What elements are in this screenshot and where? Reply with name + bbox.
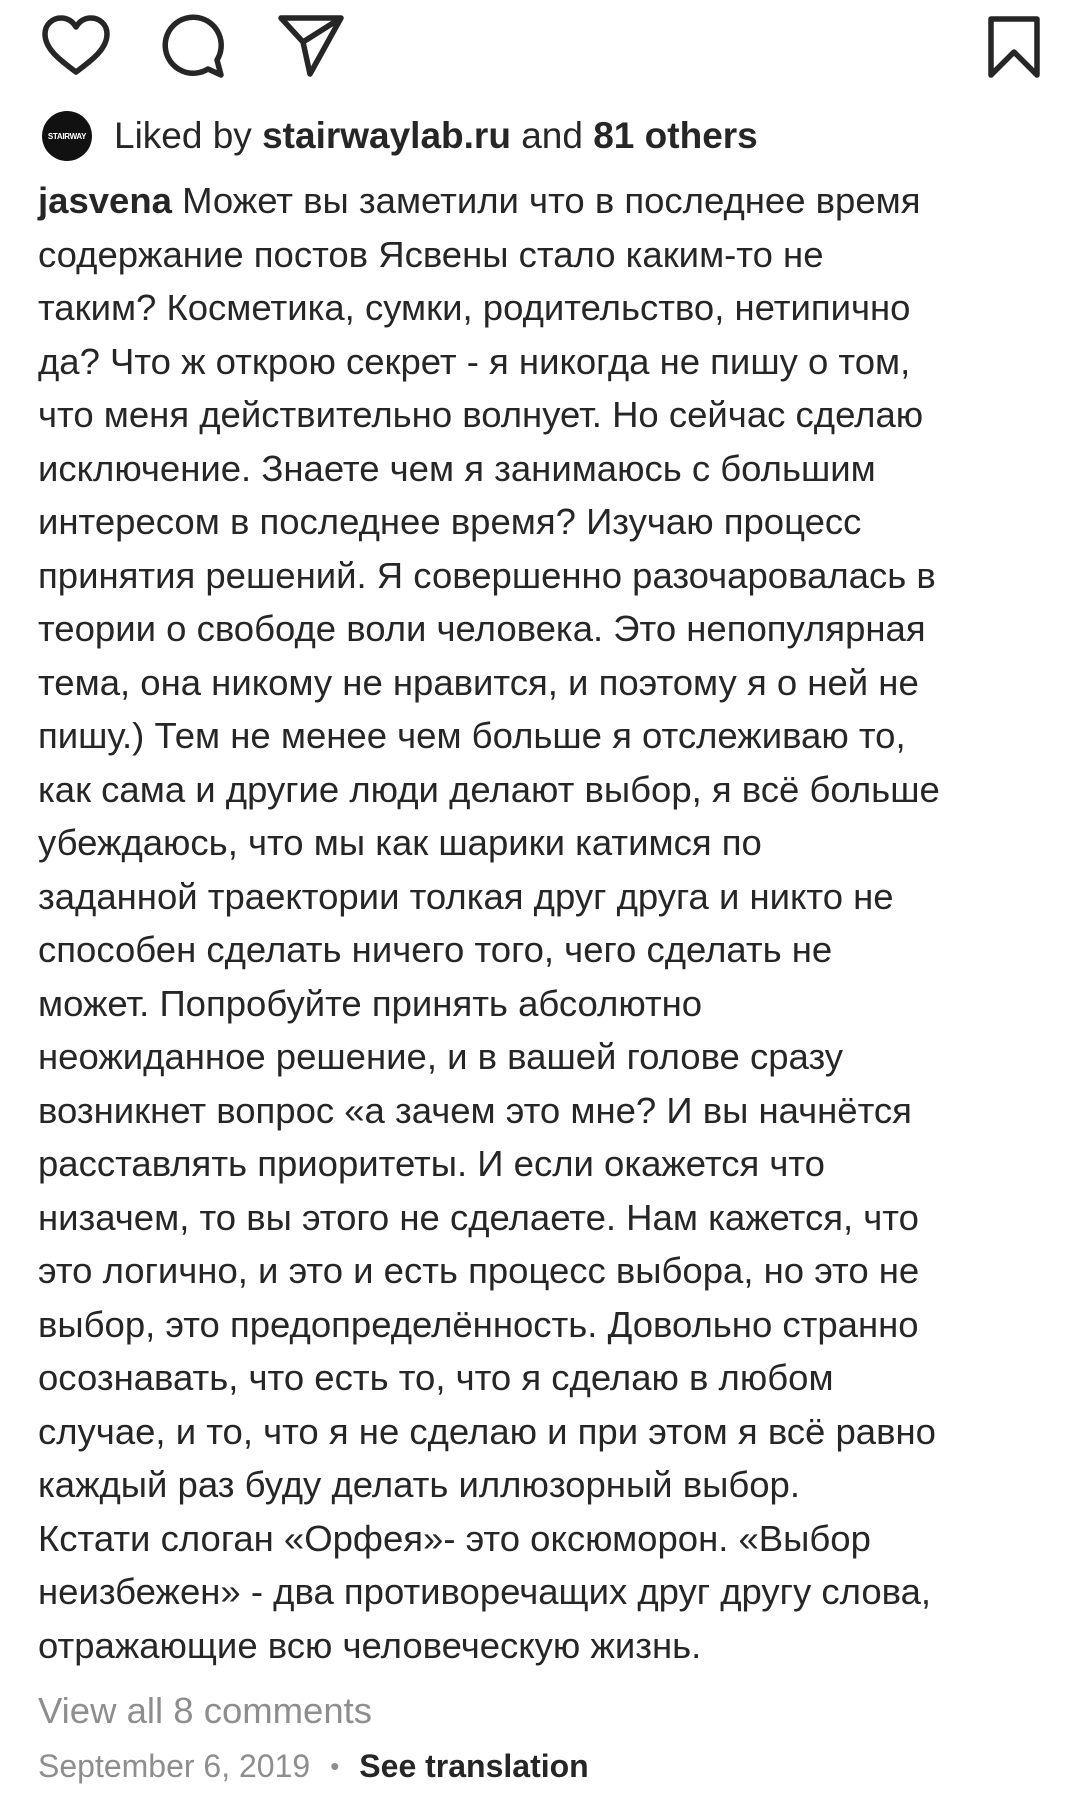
liker-avatar[interactable] (42, 111, 92, 161)
caption-line: принятия решений. Я совершенно разочаровалась в (38, 554, 936, 596)
likes-connector: and (510, 115, 594, 156)
post-action-bar (0, 0, 1080, 100)
caption-username[interactable]: jasvena (38, 180, 172, 221)
caption-line: содержание постов Ясвены стало каким-то не (38, 233, 824, 275)
bookmark-icon[interactable] (984, 14, 1044, 80)
liker-username[interactable]: stairwaylab.ru (262, 115, 511, 156)
post-footer (38, 1744, 589, 1788)
share-icon[interactable] (276, 12, 346, 80)
caption-line: исключение. Знаете чем я занимаюсь с большим (38, 447, 876, 489)
likes-summary (42, 108, 1042, 164)
caption-line: таким? Косметика, сумки, родительство, нетипично (38, 287, 911, 328)
caption-line: да? Что ж открою секрет - я никогда не пишу о том, (38, 340, 911, 382)
caption-line: Кстати слоган «Орфея»- это оксюморон. «Выбор (38, 1517, 871, 1559)
caption-line: выбор, это предопределённость. Довольно странно (38, 1303, 919, 1345)
caption-line: как сама и другие люди делают выбор, я всё больше (38, 768, 940, 810)
caption-line: неизбежен» - два противоречащих друг другу слова, (38, 1571, 932, 1612)
caption-line: пишу.) Тем не менее чем больше я отслеживаю то, (38, 715, 906, 756)
caption-line: заданной траектории толкая друг друга и никто не (38, 875, 894, 917)
heart-icon[interactable] (40, 14, 112, 78)
caption-line: каждый раз буду делать иллюзорный выбор. (38, 1464, 800, 1505)
avatar-logo-text: STAIRWAY (47, 131, 87, 141)
others-count[interactable]: 81 others (593, 115, 758, 156)
post-date: September 6, 2019 (38, 1748, 311, 1784)
caption-line (38, 174, 1058, 228)
caption-line: возникнет вопрос «а зачем это мне? И вы начнётся (38, 1089, 912, 1131)
caption-line: убеждаюсь, что мы как шарики катимся по (38, 822, 762, 863)
caption-line: осознавать, что есть то, что я сделаю в любом (38, 1357, 834, 1398)
caption-line: отражающие всю человеческую жизнь. (38, 1624, 702, 1666)
likes-text (114, 108, 758, 164)
caption-line: низачем, то вы этого не сделаете. Нам кажется, что (38, 1196, 919, 1238)
caption-line: тема, она никому не нравится, и поэтому я о ней не (38, 661, 919, 703)
separator-dot: • (330, 1751, 340, 1781)
caption-text: Может вы заметили что в последнее время (171, 180, 921, 221)
caption-line: может. Попробуйте принять абсолютно (38, 982, 703, 1024)
caption-line: неожиданное решение, и в вашей голове сразу (38, 1036, 844, 1077)
caption-line: способен сделать ничего того, чего сделать не (38, 929, 833, 970)
caption-line: это логично, и это и есть процесс выбора, но это не (38, 1250, 920, 1291)
caption-line: интересом в последнее время? Изучаю процесс (38, 501, 862, 542)
caption-line: расставлять приоритеты. И если окажется что (38, 1143, 825, 1184)
caption-line: случае, и то, что я не сделаю и при этом я всё равно (38, 1410, 936, 1452)
post-caption (38, 174, 1058, 1672)
comment-icon[interactable] (158, 12, 226, 80)
view-all-comments-link[interactable]: View all 8 comments (38, 1690, 373, 1731)
caption-line: теории о свободе воли человека. Это непопулярная (38, 608, 926, 649)
see-translation-link[interactable]: See translation (359, 1748, 589, 1784)
likes-prefix: Liked by (114, 115, 263, 156)
caption-line: что меня действительно волнует. Но сейчас сделаю (38, 394, 924, 435)
